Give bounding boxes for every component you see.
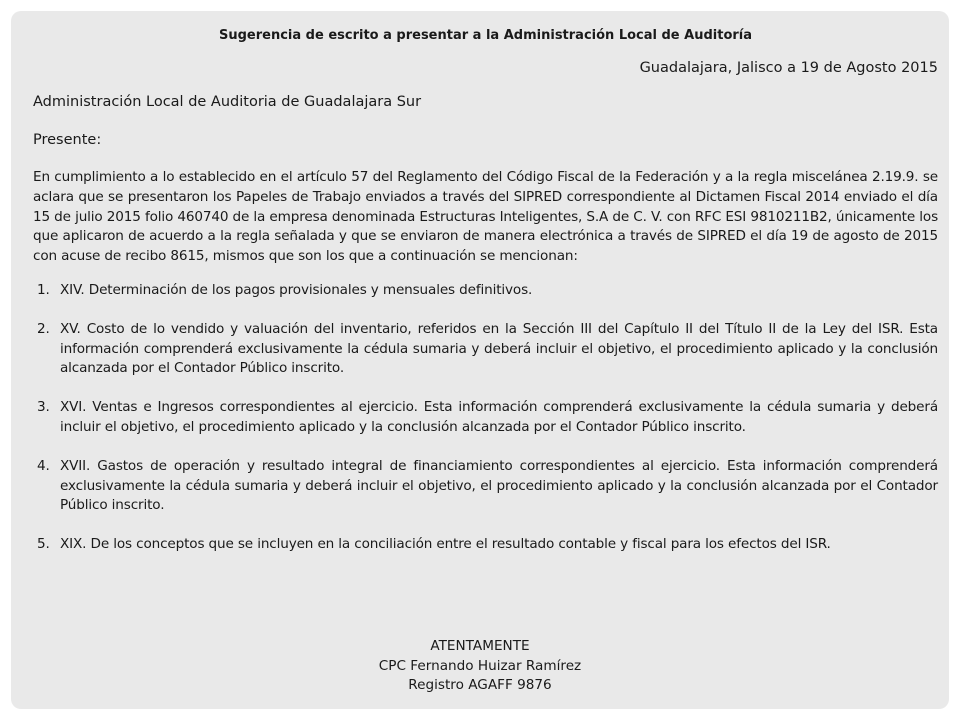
list-item-number: 5. bbox=[37, 536, 50, 553]
concepts-list bbox=[33, 281, 938, 555]
closing-salutation: ATENTAMENTE bbox=[430, 638, 530, 654]
signer-registry: Registro AGAFF 9876 bbox=[408, 677, 552, 693]
date-line: Guadalajara, Jalisco a 19 de Agosto 2015 bbox=[639, 60, 938, 76]
addressee: Administración Local de Auditoria de Guadalajara Sur bbox=[33, 94, 422, 110]
list-item bbox=[33, 535, 938, 555]
list-item-text: XIV. Determinación de los pagos provisionales y mensuales definitivos. bbox=[60, 281, 533, 298]
list-item bbox=[33, 281, 938, 301]
greeting: Presente: bbox=[33, 132, 102, 148]
signer-name: CPC Fernando Huizar Ramírez bbox=[378, 657, 582, 674]
list-item-text: XVII. Gastos de operación y resultado integral de financiamiento correspondientes al ejercicio. Esta información comprenderá exclusivamente la cédula sumaria y deberá incluir el objetivo, el procedimiento aplicado y la conclusión alcanzada por el Contador Público inscrito. bbox=[60, 457, 938, 514]
document-slide bbox=[11, 11, 949, 709]
list-item bbox=[33, 398, 938, 438]
signature-block bbox=[11, 637, 949, 696]
list-item-number: 4. bbox=[37, 457, 50, 474]
list-item-number: 2. bbox=[37, 320, 50, 337]
body-paragraph: En cumplimiento a lo establecido en el artículo 57 del Reglamento del Código Fiscal de la Federación y a la regla miscelánea 2.19.9. se aclara que se presentaron los Papeles de Trabajo enviados a través del SIPRED correspondiente al Dictamen Fiscal 2014 enviado el día 15 de julio 2015 folio 460740 de la empresa denominada Estructuras Inteligentes, S.A de C. V. con RFC ESI 9810211B2, únicamente los que aplicaron de acuerdo a la regla señalada y que se enviaron de manera electrónica a través de SIPRED el día 19 de agosto de 2015 con acuse de recibo 8615, mismos que son los que a continuación se mencionan: bbox=[33, 169, 938, 265]
list-item-text: XVI. Ventas e Ingresos correspondientes al ejercicio. Esta información comprenderá exclusivamente la cédula sumaria y deberá incluir el objetivo, el procedimiento aplicado y la conclusión alcanzada por el Contador Público inscrito. bbox=[60, 399, 938, 435]
list-item bbox=[33, 457, 938, 516]
list-item-text: XV. Costo de lo vendido y valuación del inventario, referidos en la Sección III del Capítulo II del Título II de la Ley del ISR. Esta información comprenderá exclusivamente la cédula sumaria y deberá incluir el objetivo, el procedimiento aplicado y la conclusión alcanzada por el Contador Público inscrito. bbox=[60, 320, 938, 377]
document-title: Sugerencia de escrito a presentar a la Administración Local de Auditoría bbox=[218, 28, 753, 43]
list-item-number: 3. bbox=[37, 399, 50, 416]
list-item bbox=[33, 320, 938, 379]
list-item-number: 1. bbox=[37, 281, 50, 298]
list-item-text: XIX. De los conceptos que se incluyen en la conciliación entre el resultado contable y fiscal para los efectos del ISR. bbox=[60, 536, 831, 553]
